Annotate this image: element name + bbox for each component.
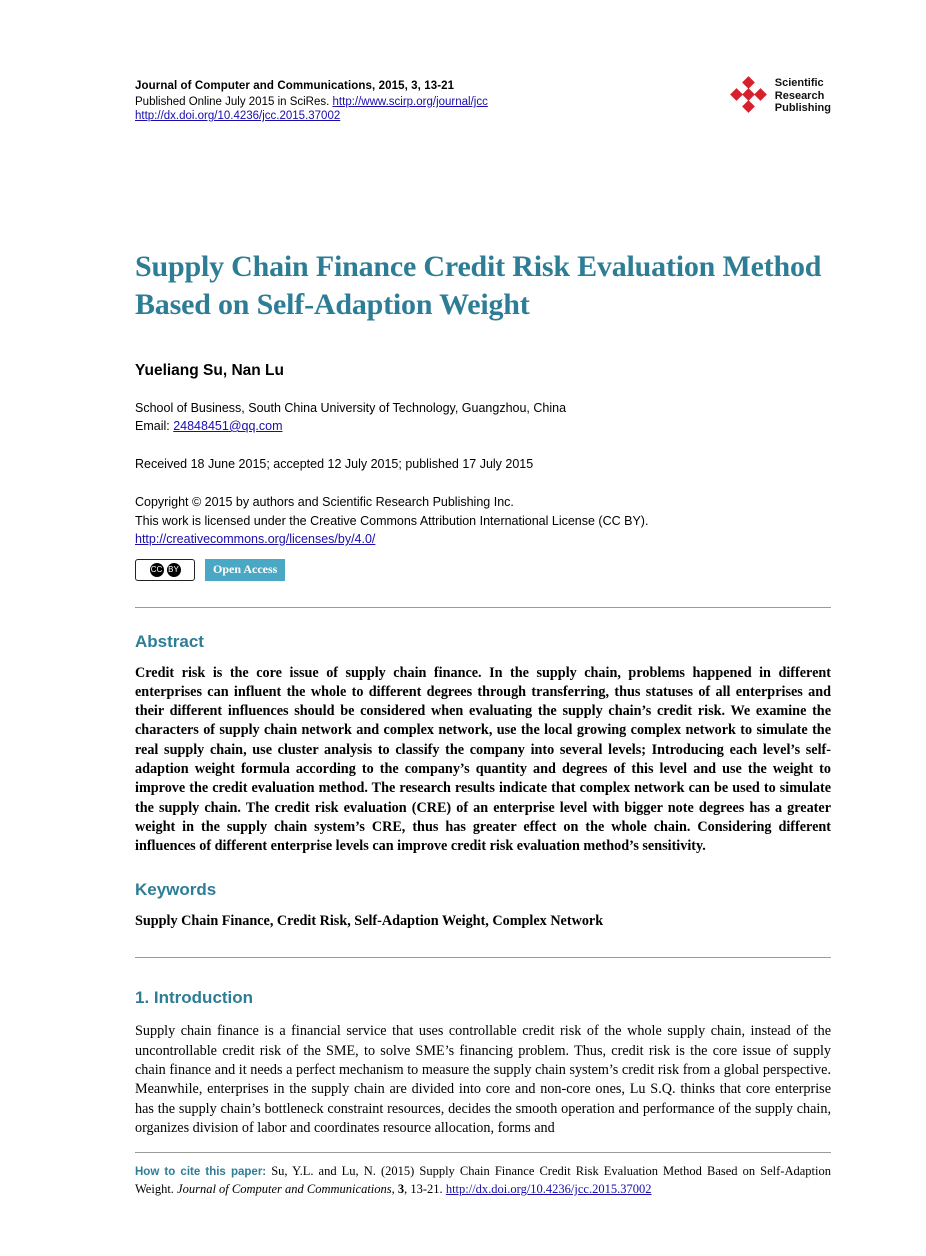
- copyright-block: [135, 493, 831, 549]
- creative-commons-icon: [135, 559, 195, 581]
- citation-volume: 3: [397, 1182, 405, 1196]
- abstract-heading: Abstract: [135, 631, 204, 651]
- published-online-line: [135, 96, 831, 108]
- page-footer: [135, 1152, 831, 1198]
- open-access-badge: Open Access: [205, 559, 285, 581]
- how-to-cite: [135, 1163, 831, 1198]
- footer-doi-link[interactable]: http://dx.doi.org/10.4236/jcc.2015.37002: [445, 1182, 652, 1196]
- keywords-body: Supply Chain Finance, Credit Risk, Self-Adaption Weight, Complex Network: [135, 913, 604, 930]
- citation-part-1: Su, Y.L. and Lu, N. (2015) Supply Chain Finance Credit Risk Evaluation Method Based on Self-Adaption Weight.: [135, 1164, 832, 1196]
- abstract-body: Credit risk is the core issue of supply chain finance. In the supply chain, problems happened in different enterprises can influent the whole to different degrees through transferring, thus statuses of all enterprises and their different influences should be considered when evaluating the supply chain’s credit risk. We examine the characters of supply chain network and complex network, use the local growing complex network to simulate the real supply chain, use cluster analysis to classify the company into several levels; Introducing each level’s self-adaption weight formula according to the company’s quantity and degrees of this level and use the weight to improve the credit evaluation method. The research results indicate that complex network can be used to simulate the supply chain. The credit risk evaluation (CRE) of an enterprise level with bigger note degrees has a greater weight in the supply chain system’s CRE, thus has greater effect on the whole chain. Considering different influences of different enterprise levels can improve credit risk evaluation method’s sensitivity.: [135, 664, 831, 855]
- copyright-line-1: Copyright © 2015 by authors and Scientific Research Publishing Inc.: [135, 495, 514, 509]
- publisher-name-line3: Publishing: [774, 102, 831, 115]
- footer-divider: [135, 1152, 831, 1153]
- journal-url-link[interactable]: http://www.scirp.org/journal/jcc: [332, 96, 488, 108]
- publication-dates: Received 18 June 2015; accepted 12 July 2015; published 17 July 2015: [135, 457, 534, 471]
- published-prefix: Published Online July 2015 in SciRes.: [135, 96, 333, 108]
- email-line: [135, 417, 831, 435]
- citation-part-2: ,: [391, 1182, 398, 1196]
- publisher-name: [775, 77, 831, 115]
- publisher-logo-block: [728, 76, 831, 116]
- how-to-cite-label: How to cite this paper:: [135, 1166, 267, 1178]
- author-list: Yueliang Su, Nan Lu: [135, 362, 284, 379]
- publisher-name-line2: Research: [774, 89, 825, 102]
- introduction-heading: 1. Introduction: [135, 988, 254, 1008]
- journal-citation-line: Journal of Computer and Communications, 2015, 3, 13-21: [135, 80, 455, 92]
- affiliation: School of Business, South China University of Technology, Guangzhou, China: [135, 401, 567, 415]
- license-link[interactable]: http://creativecommons.org/licenses/by/4.0/: [135, 532, 376, 546]
- cc-mark: CC: [150, 563, 164, 577]
- doi-line: [135, 110, 831, 122]
- page-header: [135, 77, 831, 160]
- divider-top: [135, 607, 831, 608]
- email-label: Email:: [135, 419, 174, 433]
- page-title: Supply Chain Finance Credit Risk Evaluation Method Based on Self-Adaption Weight: [135, 250, 822, 321]
- email-link[interactable]: 24848451@qq.com: [173, 419, 283, 433]
- citation-journal-name: Journal of Computer and Communications: [177, 1182, 392, 1196]
- cc-by-mark: BY: [167, 563, 181, 577]
- license-badges: [135, 559, 831, 581]
- copyright-line-2: This work is licensed under the Creative Commons Attribution International License (CC BY).: [135, 513, 649, 528]
- keywords-heading: Keywords: [135, 880, 217, 900]
- divider-bottom: [135, 957, 831, 958]
- introduction-body: Supply chain finance is a financial service that uses controllable credit risk of the whole supply chain, instead of the uncontrollable credit risk of the SME, to solve SME’s financing problem. Thus, credit risk is the core issue of supply chain finance and it needs a perfect mechanism to measure the supply chain system’s credit risk from a global perspective. Meanwhile, enterprises in the supply chain are divided into core and non-core ones, Lu S.Q. thinks that core enterprise has the supply chain’s bottleneck constraint resources, decides the smooth operation and performance of the supply chain, organizes division of labor and coordinates resource allocation, forms and: [135, 1023, 831, 1136]
- doi-link[interactable]: http://dx.doi.org/10.4236/jcc.2015.37002: [135, 110, 341, 122]
- citation-part-3: , 13-21.: [404, 1182, 446, 1196]
- publisher-name-line1: Scientific: [774, 77, 824, 90]
- scirp-diamond-icon: [728, 76, 768, 116]
